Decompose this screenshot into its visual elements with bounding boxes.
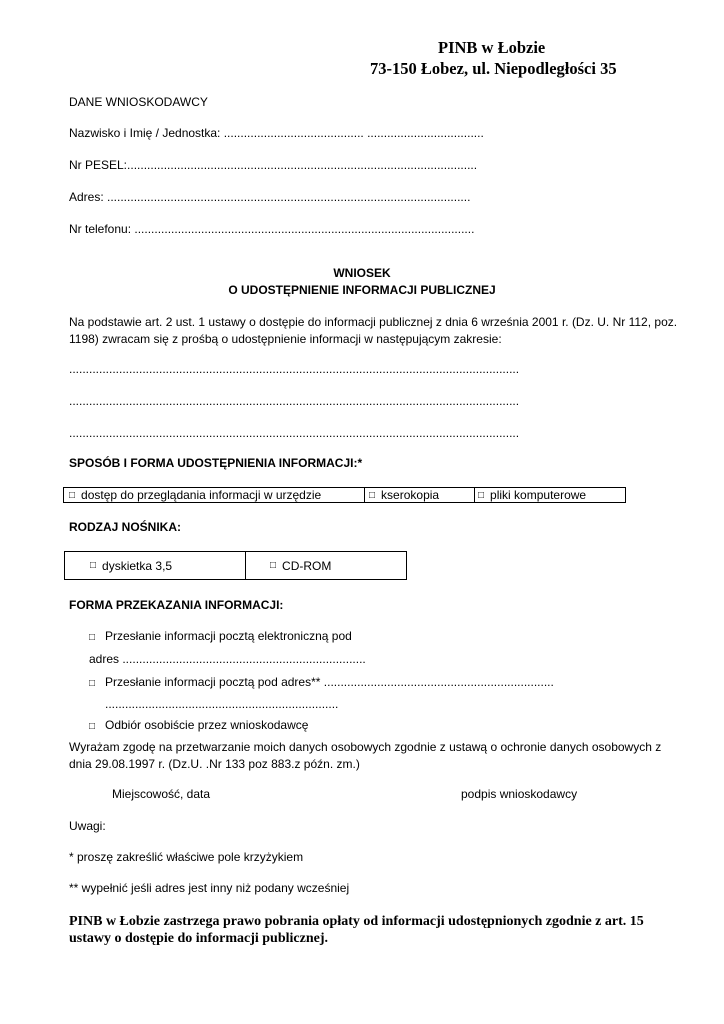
scope-line-2[interactable]: ....................................................................................................................................... bbox=[69, 394, 520, 408]
applicant-section-title: DANE WNIOSKODAWCY bbox=[69, 95, 208, 109]
email-address-field[interactable]: adres ......................................................................... bbox=[89, 652, 366, 666]
office-name: PINB w Łobzie bbox=[438, 38, 546, 57]
option-cd-rom[interactable] bbox=[270, 552, 331, 579]
fee-disclaimer: PINB w Łobzie zastrzega prawo pobrania opłaty od informacji udostępnionych zgodnie z art. 15 ustawy o dostępie do informacji publicznej. bbox=[69, 914, 644, 946]
option-computer-files[interactable] bbox=[478, 488, 586, 502]
option-photocopy[interactable] bbox=[369, 488, 439, 502]
scope-line-1[interactable]: ....................................................................................................................................... bbox=[69, 362, 520, 376]
divider bbox=[245, 552, 246, 579]
medium-options bbox=[64, 551, 407, 580]
divider bbox=[364, 488, 365, 502]
checkbox-icon[interactable]: □ bbox=[369, 489, 376, 501]
address-field[interactable]: Adres: ............................................................................................................. bbox=[69, 190, 471, 204]
medium-heading: RODZAJ NOŚNIKA: bbox=[69, 520, 182, 534]
divider bbox=[474, 488, 475, 502]
option-floppy[interactable] bbox=[90, 552, 172, 579]
checkbox-icon[interactable]: □ bbox=[270, 560, 277, 571]
post-address-field[interactable]: ...................................................................... bbox=[105, 697, 339, 711]
checkbox-icon[interactable]: □ bbox=[69, 489, 76, 501]
option-label: Odbiór osobiście przez wnioskodawcę bbox=[105, 718, 309, 732]
option-label: kserokopia bbox=[381, 488, 440, 502]
checkbox-icon[interactable]: □ bbox=[89, 678, 96, 689]
option-label: CD-ROM bbox=[282, 558, 332, 573]
checkbox-icon[interactable]: □ bbox=[89, 632, 96, 643]
option-label: pliki komputerowe bbox=[490, 488, 587, 502]
option-label: dyskietka 3,5 bbox=[102, 558, 173, 573]
option-pickup[interactable] bbox=[89, 718, 308, 732]
option-label: dostęp do przeglądania informacji w urzędzie bbox=[81, 488, 322, 502]
phone-field[interactable]: Nr telefonu: ...................................................................................................... bbox=[69, 222, 475, 236]
option-email[interactable] bbox=[89, 629, 352, 643]
access-form-heading: SPOSÓB I FORMA UDOSTĘPNIENIA INFORMACJI:* bbox=[69, 456, 363, 470]
checkbox-icon[interactable]: □ bbox=[89, 721, 96, 732]
checkbox-icon[interactable]: □ bbox=[90, 560, 97, 571]
option-post[interactable] bbox=[89, 675, 554, 689]
name-field[interactable]: Nazwisko i Imię / Jednostka: .......................................... ................................... bbox=[69, 126, 484, 140]
access-form-options bbox=[63, 487, 626, 503]
scope-line-3[interactable]: ....................................................................................................................................... bbox=[69, 426, 520, 440]
form-subtitle: O UDOSTĘPNIENIE INFORMACJI PUBLICZNEJ bbox=[228, 283, 496, 297]
footnote-1: * proszę zakreślić właściwe pole krzyżykiem bbox=[69, 850, 304, 864]
form-title: WNIOSEK bbox=[333, 266, 391, 280]
notes-label: Uwagi: bbox=[69, 819, 106, 833]
footnote-2: ** wypełnić jeśli adres jest inny niż podany wcześniej bbox=[69, 881, 350, 895]
option-label: Przesłanie informacji pocztą elektroniczną pod bbox=[105, 629, 352, 643]
checkbox-icon[interactable]: □ bbox=[478, 489, 485, 501]
option-view-in-office[interactable] bbox=[69, 488, 321, 502]
delivery-heading: FORMA PRZEKAZANIA INFORMACJI: bbox=[69, 598, 284, 612]
intro-paragraph: Na podstawie art. 2 ust. 1 ustawy o dostępie do informacji publicznej z dnia 6 września 2001 r. (Dz. U. Nr 112, poz. 1198) zwracam się z prośbą o udostępnienie informacji w następującym zakresie: bbox=[69, 315, 678, 346]
signature-label: podpis wnioskodawcy bbox=[461, 787, 578, 801]
place-date-label: Miejscowość, data bbox=[112, 787, 211, 801]
consent-text: Wyrażam zgodę na przetwarzanie moich danych osobowych zgodnie z ustawą o ochronie danych osobowych z dnia 29.08.1997 r. (Dz.U. .Nr 133 poz 883.z późn. zm.) bbox=[69, 740, 662, 771]
pesel-field[interactable]: Nr PESEL:......................................................................................................... bbox=[69, 158, 478, 172]
option-label: Przesłanie informacji pocztą pod adres** ..................................................................... bbox=[105, 675, 554, 689]
office-address: 73-150 Łobez, ul. Niepodległości 35 bbox=[370, 59, 617, 78]
